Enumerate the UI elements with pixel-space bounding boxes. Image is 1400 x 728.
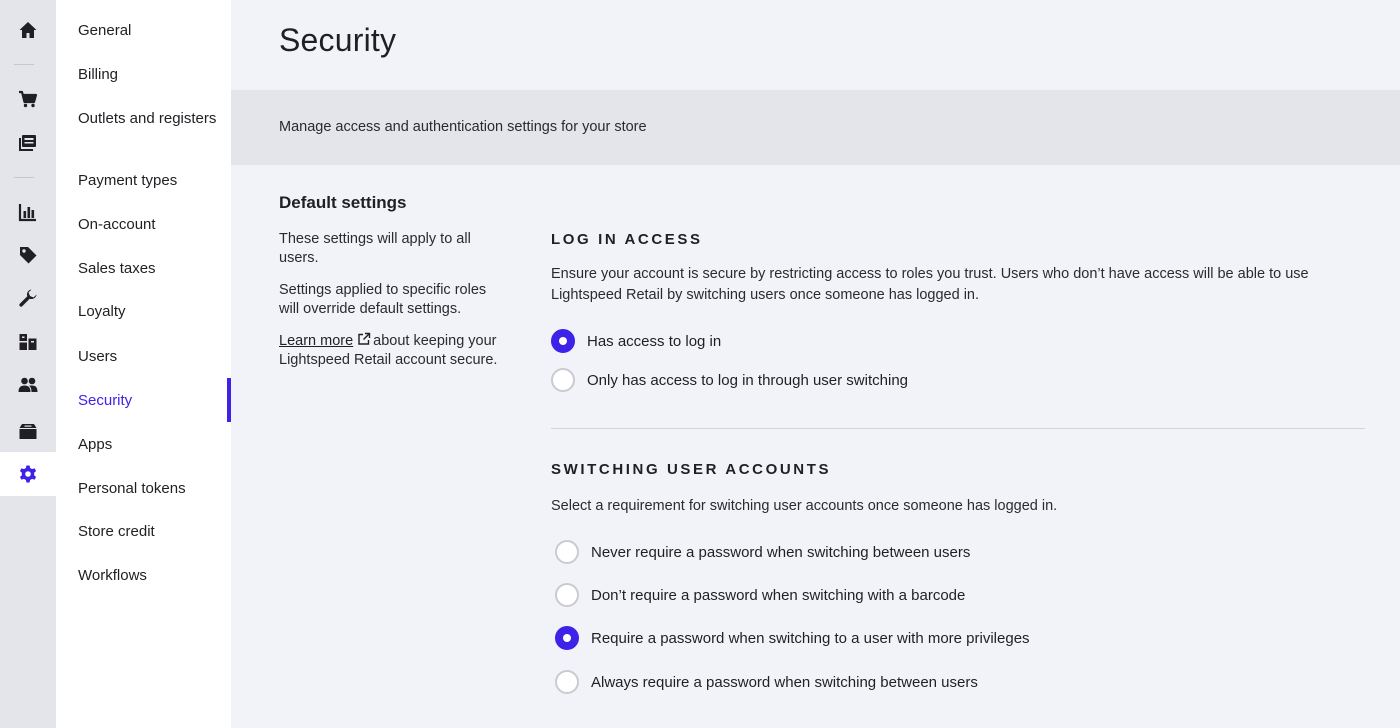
radio-circle-checked[interactable] [551,329,575,353]
radio-label: Always require a password when switching between users [591,673,978,691]
sidebar-item-workflows[interactable]: Workflows [78,567,147,584]
learn-more-link[interactable]: Learn more [279,333,354,349]
settings-icon[interactable] [0,452,56,496]
register-icon[interactable] [0,409,56,453]
external-link-icon [357,332,371,346]
settings-sidebar [56,0,231,728]
page-title: Security [279,22,397,58]
sidebar-item-apps[interactable]: Apps [78,436,113,453]
radio-password-more-privileges[interactable] [555,626,1030,650]
radio-label: Require a password when switching to a user with more privileges [591,629,1030,647]
radio-label: Only has access to log in through user switching [587,371,908,389]
customers-icon[interactable] [0,363,56,407]
login-access-heading: LOG IN ACCESS [551,231,703,248]
reports-icon[interactable] [0,190,56,234]
section-divider [551,428,1365,429]
cart-icon[interactable] [0,77,56,121]
sidebar-item-on-account[interactable]: On-account [78,216,156,233]
switching-description: Select a requirement for switching user accounts once someone has logged in. [551,498,1058,514]
radio-circle[interactable] [555,670,579,694]
sidebar-item-outlets-and-registers[interactable]: Outlets and registers [78,110,217,127]
sidebar-item-billing[interactable]: Billing [78,66,119,83]
radio-circle[interactable] [555,583,579,607]
inventory-icon[interactable] [0,320,56,364]
page-banner [231,90,1400,165]
radio-circle[interactable] [555,540,579,564]
catalog-icon[interactable] [0,121,56,165]
radio-always-require-password[interactable] [555,670,978,694]
radio-login-through-switching[interactable] [551,368,908,392]
icon-rail [0,0,56,728]
sidebar-item-security[interactable]: Security [78,392,133,409]
wrench-icon[interactable] [0,276,56,320]
radio-has-access-to-log-in[interactable] [551,329,721,353]
banner-text: Manage access and authentication settings for your store [279,119,647,135]
switching-user-accounts-heading: SWITCHING USER ACCOUNTS [551,461,832,478]
sidebar-item-personal-tokens[interactable]: Personal tokens [78,480,186,497]
sidebar-active-indicator [227,378,231,422]
radio-label: Don’t require a password when switching with a barcode [591,586,966,604]
rail-divider [14,177,34,178]
radio-label: Has access to log in [587,332,722,350]
sidebar-item-loyalty[interactable]: Loyalty [78,303,126,320]
rail-divider [14,64,34,65]
sidebar-item-store-credit[interactable]: Store credit [78,523,155,540]
login-access-description: Ensure your account is secure by restricting access to roles you trust. Users who don’t have access will be able to use Lightspeed Retail by switching users once someone has logged in. [551,266,1309,303]
radio-never-require-password[interactable] [555,540,970,564]
learn-more-suffix: about keeping your Lightspeed Retail account secure. [279,333,498,368]
sidebar-item-payment-types[interactable]: Payment types [78,172,178,189]
sidebar-item-sales-taxes[interactable]: Sales taxes [78,260,156,277]
tag-icon[interactable] [0,233,56,277]
radio-no-password-barcode[interactable] [555,583,965,607]
learn-more-text [279,332,509,369]
radio-circle[interactable] [551,368,575,392]
radio-circle-checked[interactable] [555,626,579,650]
home-icon[interactable] [0,8,56,52]
default-settings-description: These settings will apply to all users. [279,231,471,266]
radio-label: Never require a password when switching between users [591,543,971,561]
sidebar-item-users[interactable]: Users [78,348,118,365]
sidebar-item-general[interactable]: General [78,22,132,39]
default-settings-heading: Default settings [279,193,407,212]
role-override-note: Settings applied to specific roles will override default settings. [279,282,487,317]
